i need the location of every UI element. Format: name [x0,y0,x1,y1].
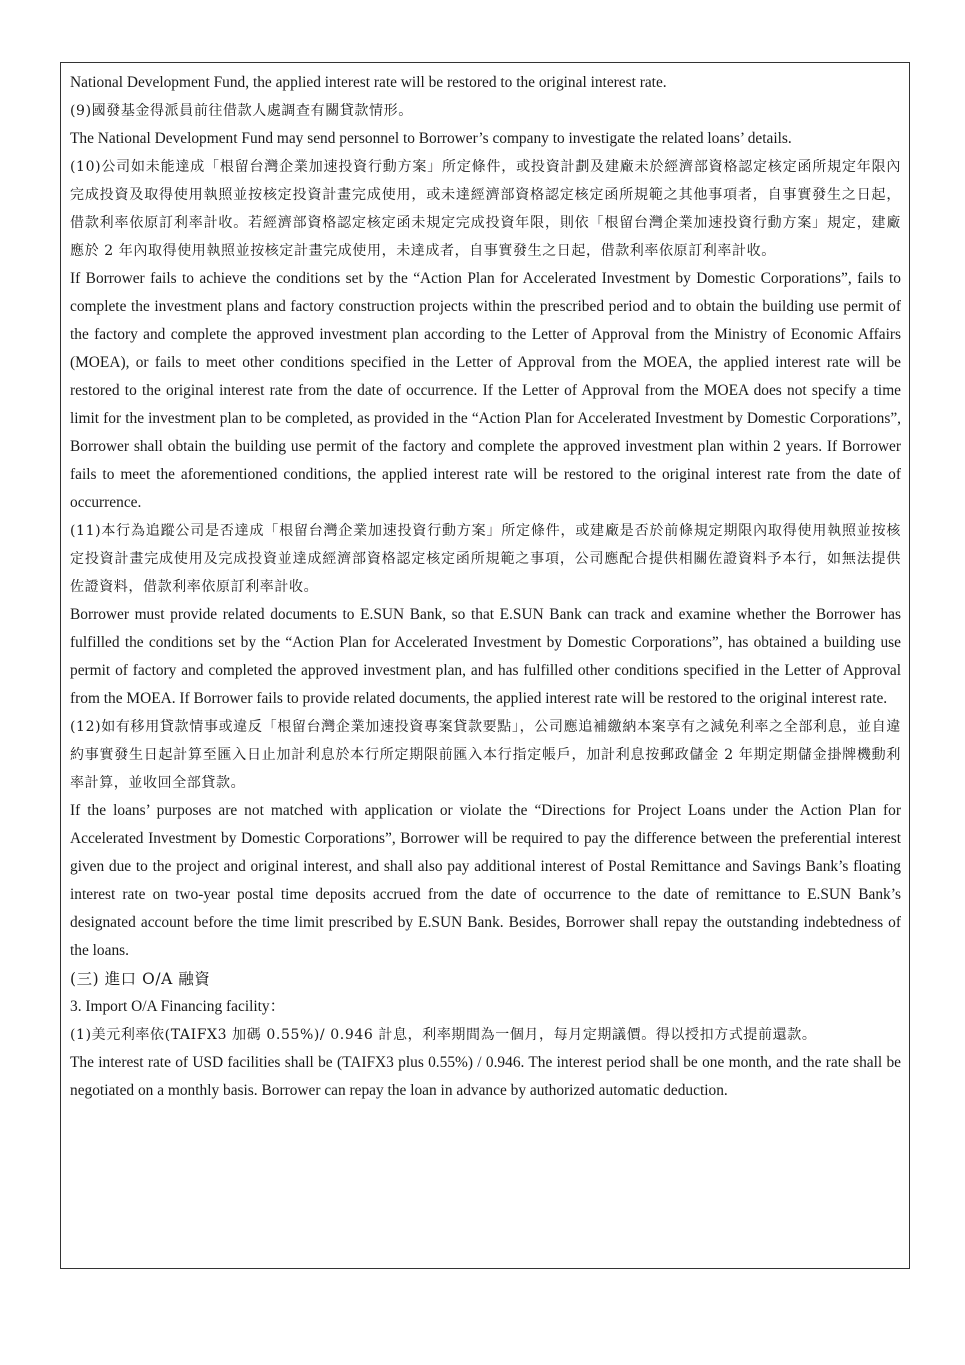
paragraph-zh-import-item-1: (1)美元利率依(TAIFX3 加碼 0.55%)/ 0.946 計息，利率期間為一個月，每月定期議價。得以授扣方式提前還款。 [70,1027,817,1043]
paragraph-en-item-10: If Borrower fails to achieve the conditions set by the “Action Plan for Accelerated Investment by Domestic Corporations”, fails to complete the investment plans and factory construction projects within the prescribed period and to obtain the building use permit of the factory and complete the approved investment plan according to the Letter of Approval from the Ministry of Economic Affairs (MOEA), or fails to meet other conditions specified in the Letter of Approval from the MOEA, the applied interest rate will be restored to the original interest rate from the date of occurrence. If the Letter of Approval from the MOEA does not specify a time limit for the investment plan to be completed, as provided in the “Action Plan for Accelerated Investment by Domestic Corporations”, Borrower shall obtain the building use permit of the factory and complete the approved investment plan within 2 years. If Borrower fails to meet the aforementioned conditions, the applied interest rate will be restored to the original interest rate from the date of occurrence. [70,270,901,511]
paragraph-en-item-12: If the loans’ purposes are not matched with application or violate the “Directions for Project Loans under the Action Plan for Accelerated Investment by Domestic Corporations”, Borrower will be required to pay the difference between the preferential interest given due to the project and original interest, and shall also pay additional interest of Postal Remittance and Savings Bank’s floating interest rate on two-year postal time deposits accrued from the date of occurrence to the date of remittance to E.SUN Bank’s designated account before the time limit prescribed by E.SUN Bank. Besides, Borrower shall repay the outstanding indebtedness of the loans. [70,802,901,959]
paragraph-zh-item-9: (9)國發基金得派員前往借款人處調查有關貸款情形。 [70,103,413,119]
paragraph-en-item-11: Borrower must provide related documents to E.SUN Bank, so that E.SUN Bank can track and examine whether the Borrower has fulfilled the conditions set by the “Action Plan for Accelerated Investment by Domestic Corporations”, has obtained a building use permit of factory and completed the approved investment plan, and has fulfilled other conditions specified in the Letter of Approval from the MOEA. If Borrower fails to provide related documents, the applied interest rate will be restored to the original interest rate. [70,606,901,707]
paragraph-en-item-9: The National Development Fund may send personnel to Borrower’s company to investigate the related loans’ details. [70,130,792,147]
paragraph-en-import-item-1: The interest rate of USD facilities shall be (TAIFX3 plus 0.55%) / 0.946. The interest period shall be one month, and the rate shall be negotiated on a monthly basis. Borrower can repay the loan in advance by authorized automatic deduction. [70,1054,901,1099]
document-frame [60,62,910,1269]
paragraph-zh-item-10: (10)公司如未能達成「根留台灣企業加速投資行動方案」所定條件，或投資計劃及建廠未於經濟部資格認定核定函所規定年限內完成投資及取得使用執照並按核定投資計畫完成使用，或未達經濟部資格認定核定函所規範之其他事項者，自事實發生之日起，借款利率依原訂利率計收。若經濟部資格認定核定函未規定完成投資年限，則依「根留台灣企業加速投資行動方案」規定，建廠應於 2 年內取得使用執照並按核定計畫完成使用，未達成者，自事實發生之日起，借款利率依原訂利率計收。 [70,159,901,259]
paragraph-en-continuation: National Development Fund, the applied interest rate will be restored to the original interest rate. [70,74,667,91]
section-heading-zh: (三) 進口 O/A 融資 [70,970,211,988]
paragraph-zh-item-11: (11)本行為追蹤公司是否達成「根留台灣企業加速投資行動方案」所定條件，或建廠是否於前條規定期限內取得使用執照並按核定投資計畫完成使用及完成投資並達成經濟部資格認定核定函所規範之事項，公司應配合提供相關佐證資料予本行，如無法提供佐證資料，借款利率依原訂利率計收。 [70,523,901,595]
paragraph-zh-item-12: (12)如有移用貸款情事或違反「根留台灣企業加速投資專案貸款要點」，公司應追補繳納本案享有之減免利率之全部利息，並自違約事實發生日起計算至匯入日止加計利息於本行所定期限前匯入本行指定帳戶，加計利息按郵政儲金 2 年期定期儲金掛牌機動利率計算，並收回全部貸款。 [70,719,901,791]
section-heading-en: 3. Import O/A Financing facility： [70,998,286,1015]
